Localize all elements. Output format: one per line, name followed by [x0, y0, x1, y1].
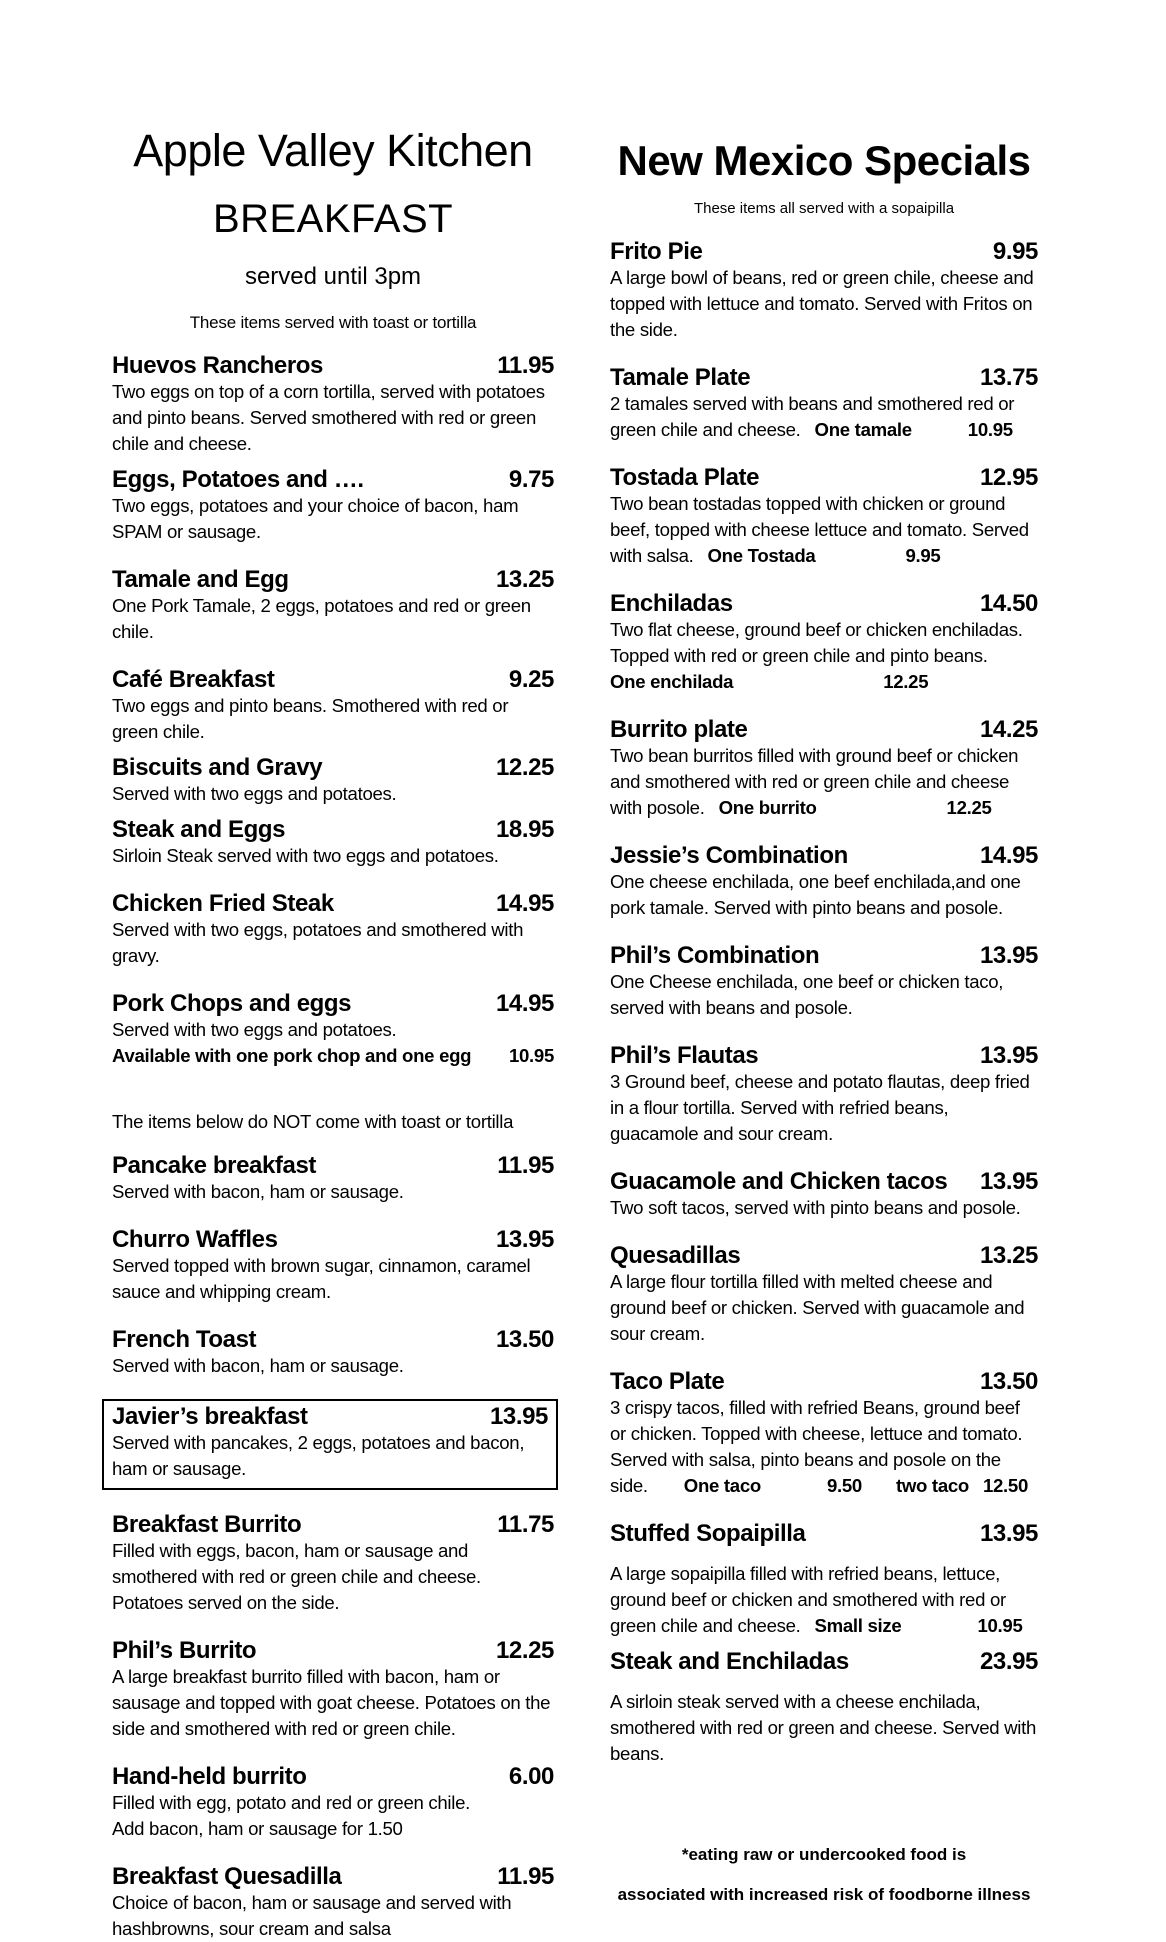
item-desc: Two bean tostadas topped with chicken or ground beef, topped with cheese lettuce and tomato. Served with salsa. One Tostada 9.95 [610, 493, 1029, 566]
item-price: 14.95 [495, 890, 554, 917]
item-subprice-line [112, 1043, 554, 1069]
item-desc: Served with bacon, ham or sausage. [112, 1355, 404, 1376]
item-price: 9.25 [508, 666, 554, 693]
menu-item [112, 1764, 554, 1842]
item-desc: One cheese enchilada, one beef enchilada,and one pork tamale. Served with pinto beans and posole. [610, 871, 1021, 918]
menu-item [112, 1638, 554, 1742]
sub-option [705, 797, 992, 818]
sub-price: 12.25 [883, 671, 929, 692]
page-title: Apple Valley Kitchen [133, 125, 533, 176]
sub-label: One taco [683, 1475, 761, 1496]
specials-items-list [610, 239, 1038, 1767]
no-toast-note: The items below do NOT come with toast or tortilla [112, 1111, 514, 1132]
menu-item [610, 943, 1038, 1021]
menu-item [610, 717, 1038, 821]
item-name: Pork Chops and eggs [112, 990, 352, 1017]
menu-item [112, 1327, 554, 1379]
item-price: 13.50 [495, 1326, 554, 1353]
item-name: Breakfast Quesadilla [112, 1863, 342, 1890]
breakfast-menu-column [112, 125, 554, 1942]
item-desc: Served with two eggs and potatoes. [112, 1019, 397, 1040]
sub-label: two taco [895, 1475, 969, 1496]
item-name: Javier’s breakfast [112, 1403, 308, 1430]
item-desc: Two eggs, potatoes and your choice of bacon, ham SPAM or sausage. [112, 495, 519, 542]
sub-label: Available with one pork chop and one egg [112, 1045, 472, 1066]
item-price: 12.25 [495, 1637, 554, 1664]
menu-item [112, 1227, 554, 1305]
item-price: 12.25 [495, 754, 554, 781]
health-warning-line2: associated with increased risk of foodborne illness [617, 1885, 1031, 1904]
specials-title: New Mexico Specials [617, 137, 1031, 184]
sub-label: One enchilada [610, 671, 734, 692]
item-price: 13.95 [495, 1226, 554, 1253]
sub-option [801, 419, 1013, 440]
menu-item [112, 353, 554, 457]
item-name: Tamale and Egg [112, 566, 289, 593]
item-price: 14.25 [979, 716, 1038, 743]
item-desc: A large sopaipilla filled with refried beans, lettuce, ground beef or chicken and smothered with red or green chile and cheese. Small size 10.95 [610, 1563, 1023, 1636]
item-desc: A large flour tortilla filled with melted cheese and ground beef or chicken. Served with guacamole and sour cream. [610, 1271, 1025, 1344]
sub-price: 10.95 [508, 1045, 554, 1066]
item-desc: Choice of bacon, ham or sausage and served with hashbrowns, sour cream and salsa [112, 1892, 512, 1939]
item-desc: One Pork Tamale, 2 eggs, potatoes and red or green chile. [112, 595, 531, 642]
item-name: Steak and Enchiladas [610, 1648, 849, 1675]
sub-option [610, 669, 1038, 695]
item-price: 11.95 [497, 1152, 554, 1179]
menu-item [112, 467, 554, 545]
item-name: Stuffed Sopaipilla [610, 1520, 806, 1547]
item-price: 13.95 [979, 942, 1038, 969]
item-name: Breakfast Burrito [112, 1511, 302, 1538]
item-name: Taco Plate [610, 1368, 725, 1395]
item-price: 12.95 [979, 464, 1038, 491]
sub-option [648, 1475, 862, 1496]
item-price: 6.00 [508, 1763, 554, 1790]
item-price: 11.95 [497, 352, 554, 379]
menu-item-highlighted [102, 1399, 558, 1490]
sub-label: One Tostada [707, 545, 816, 566]
sub-label: One burrito [718, 797, 817, 818]
item-desc: Filled with egg, potato and red or green chile. Add bacon, ham or sausage for 1.50 [112, 1790, 554, 1842]
item-name: Phil’s Combination [610, 942, 820, 969]
item-name: Biscuits and Gravy [112, 754, 323, 781]
item-desc: Two soft tacos, served with pinto beans and posole. [610, 1197, 1021, 1218]
item-price: 13.95 [979, 1042, 1038, 1069]
sub-price: 12.50 [982, 1475, 1028, 1496]
item-price: 13.95 [979, 1168, 1038, 1195]
item-desc: Served with two eggs, potatoes and smothered with gravy. [112, 919, 524, 966]
item-price: 9.95 [992, 238, 1038, 265]
item-desc: Served topped with brown sugar, cinnamon, caramel sauce and whipping cream. [112, 1255, 531, 1302]
menu-item [610, 843, 1038, 921]
menu-item [610, 239, 1038, 343]
item-name: Huevos Rancheros [112, 352, 324, 379]
item-name: Café Breakfast [112, 666, 275, 693]
item-desc: A large breakfast burrito filled with bacon, ham or sausage and topped with goat cheese. Potatoes on the side and smothered with red or green chile. [112, 1666, 551, 1739]
item-name: Churro Waffles [112, 1226, 278, 1253]
menu-item [610, 365, 1038, 443]
sub-option [862, 1475, 1028, 1496]
sub-price: 12.25 [946, 797, 992, 818]
item-name: Pancake breakfast [112, 1152, 316, 1179]
item-desc: Two eggs on top of a corn tortilla, served with potatoes and pinto beans. Served smothered with red or green chile and cheese. [112, 381, 545, 454]
menu-item [610, 1169, 1038, 1221]
item-desc-line2: Add bacon, ham or sausage for 1.50 [112, 1818, 403, 1839]
item-name: Enchiladas [610, 590, 733, 617]
sub-option [694, 545, 941, 566]
item-price: 14.95 [979, 842, 1038, 869]
sub-price: 9.50 [826, 1475, 862, 1496]
item-price: 23.95 [979, 1648, 1038, 1675]
health-warning-line1: *eating raw or undercooked food is [681, 1845, 967, 1864]
item-desc: Two flat cheese, ground beef or chicken enchiladas. Topped with red or green chile and pinto beans. One enchilada 12.25 [610, 617, 1038, 695]
menu-item [610, 465, 1038, 569]
item-desc: A sirloin steak served with a cheese enchilada, smothered with red or green and cheese. Served with beans. [610, 1691, 1037, 1764]
item-price: 13.75 [979, 364, 1038, 391]
sub-price: 10.95 [977, 1615, 1023, 1636]
item-desc: Filled with eggs, bacon, ham or sausage and smothered with red or green chile and cheese. Potatoes served on the side. [112, 1540, 481, 1613]
menu-item [610, 591, 1038, 695]
item-desc: 3 Ground beef, cheese and potato flautas, deep fried in a flour tortilla. Served with refried beans, guacamole and sour cream. [610, 1071, 1030, 1144]
menu-item [112, 991, 554, 1069]
item-name: Steak and Eggs [112, 816, 286, 843]
menu-item [112, 1864, 554, 1942]
health-warning [610, 1845, 1038, 1905]
sub-label: Small size [814, 1615, 902, 1636]
sub-price: 10.95 [967, 419, 1013, 440]
item-name: Phil’s Flautas [610, 1042, 759, 1069]
menu-item [610, 1369, 1038, 1499]
breakfast-heading: BREAKFAST [212, 197, 454, 241]
menu-item [610, 1521, 1038, 1639]
menu-item [112, 1153, 554, 1205]
menu-item [112, 817, 554, 869]
item-desc: A large bowl of beans, red or green chile, cheese and topped with lettuce and tomato. Served with Fritos on the side. [610, 267, 1034, 340]
item-desc: Served with two eggs and potatoes. [112, 783, 397, 804]
menu-item [610, 1043, 1038, 1147]
menu-item [112, 567, 554, 645]
item-price: 13.50 [979, 1368, 1038, 1395]
served-until-note: served until 3pm [244, 263, 422, 290]
item-name: Jessie’s Combination [610, 842, 848, 869]
menu-item [112, 667, 554, 745]
sub-price: 9.95 [905, 545, 941, 566]
item-price: 11.95 [497, 1863, 554, 1890]
item-name: Eggs, Potatoes and …. [112, 466, 364, 493]
item-price: 11.75 [497, 1511, 554, 1538]
menu-item [112, 891, 554, 969]
item-name: Frito Pie [610, 238, 703, 265]
item-name: Tamale Plate [610, 364, 751, 391]
sub-option [801, 1615, 1023, 1636]
item-name: Burrito plate [610, 716, 748, 743]
item-desc: One Cheese enchilada, one beef or chicken taco, served with beans and posole. [610, 971, 1004, 1018]
menu-item [610, 1649, 1038, 1767]
breakfast-items-list [112, 353, 554, 1942]
item-price: 13.25 [495, 566, 554, 593]
item-name: French Toast [112, 1326, 257, 1353]
item-name: Hand-held burrito [112, 1763, 307, 1790]
item-desc: 3 crispy tacos, filled with refried Beans, ground beef or chicken. Topped with cheese, lettuce and tomato. Served with salsa, pinto beans and posole on the side. One taco 9.50 two taco 12.50 [610, 1397, 1028, 1496]
item-desc: Sirloin Steak served with two eggs and potatoes. [112, 845, 499, 866]
item-price: 9.75 [508, 466, 554, 493]
item-desc: 2 tamales served with beans and smothered red or green chile and cheese. One tamale 10.95 [610, 393, 1015, 440]
sopaipilla-note: These items all served with a sopaipilla [693, 200, 955, 217]
item-name: Phil’s Burrito [112, 1637, 257, 1664]
item-desc: Served with pancakes, 2 eggs, potatoes and bacon, ham or sausage. [112, 1432, 525, 1479]
item-price: 13.95 [489, 1403, 548, 1430]
menu-item [112, 755, 554, 807]
item-desc: Served with bacon, ham or sausage. [112, 1181, 404, 1202]
menu-item [610, 1243, 1038, 1347]
item-name: Quesadillas [610, 1242, 741, 1269]
toast-tortilla-note: These items served with toast or tortilla [189, 313, 477, 332]
item-price: 13.25 [979, 1242, 1038, 1269]
item-price: 14.95 [495, 990, 554, 1017]
item-name: Guacamole and Chicken tacos [610, 1168, 948, 1195]
menu-item [112, 1512, 554, 1616]
item-price: 18.95 [495, 816, 554, 843]
item-desc: Two bean burritos filled with ground beef or chicken and smothered with red or green chile and cheese with posole. One burrito 12.25 [610, 745, 1019, 818]
item-price: 14.50 [979, 590, 1038, 617]
specials-menu-column [610, 137, 1038, 1905]
item-price: 13.95 [979, 1520, 1038, 1547]
item-desc: Two eggs and pinto beans. Smothered with red or green chile. [112, 695, 509, 742]
sub-label: One tamale [814, 419, 912, 440]
item-name: Tostada Plate [610, 464, 760, 491]
item-name: Chicken Fried Steak [112, 890, 334, 917]
